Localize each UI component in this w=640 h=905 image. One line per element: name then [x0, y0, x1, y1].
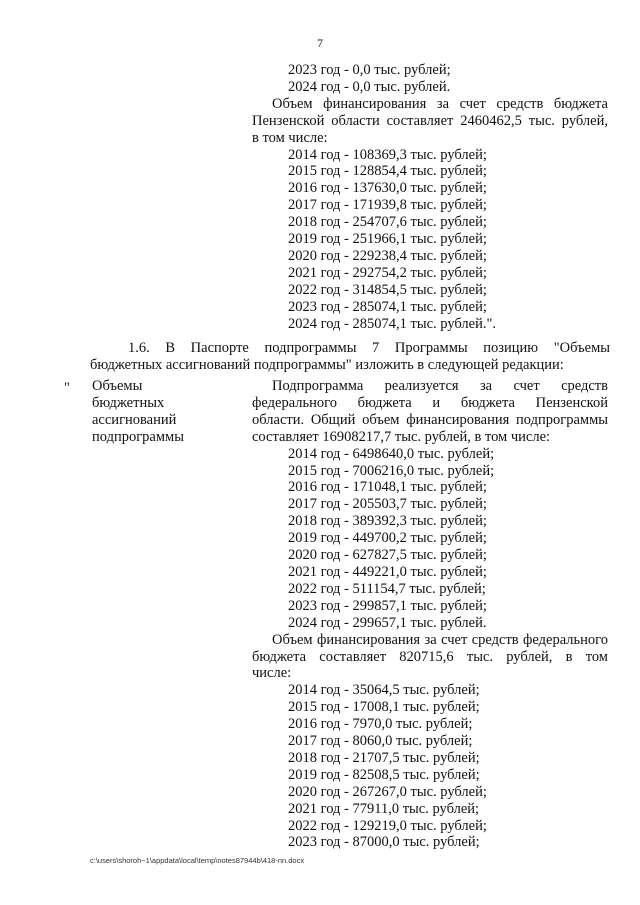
year-line: 2023 год - 87000,0 тыс. рублей;: [288, 834, 480, 851]
year-line: 2016 год - 137630,0 тыс. рублей;: [288, 180, 487, 197]
year-line: 2023 год - 285074,1 тыс. рублей;: [288, 298, 487, 315]
year-line: 2015 год - 7006216,0 тыс. рублей;: [288, 462, 495, 479]
year-line: 2014 год - 108369,3 тыс. рублей;: [288, 146, 487, 163]
section-line: бюджетных ассигнований подпрограммы" изложить в следующей редакции:: [90, 356, 564, 373]
label-line: подпрограммы: [92, 428, 184, 445]
paragraph-line: Пензенской области составляет 2460462,5 тыс. рублей,: [252, 112, 608, 129]
year-line: 2019 год - 82508,5 тыс. рублей;: [288, 766, 480, 783]
year-line: 2018 год - 389392,3 тыс. рублей;: [288, 513, 487, 530]
position-label: [92, 378, 242, 446]
year-line: 2021 год - 292754,2 тыс. рублей;: [288, 264, 487, 281]
year-line: 2015 год - 128854,4 тыс. рублей;: [288, 163, 487, 180]
opening-quote: ": [64, 380, 70, 396]
year-line: 2017 год - 8060,0 тыс. рублей;: [288, 733, 473, 750]
paragraph-line: составляет 16908217,7 тыс. рублей, в том числе:: [252, 428, 551, 445]
year-line: 2014 год - 6498640,0 тыс. рублей;: [288, 445, 495, 462]
year-line: 2019 год - 251966,1 тыс. рублей;: [288, 231, 487, 248]
year-line: 2017 год - 171939,8 тыс. рублей;: [288, 197, 487, 214]
year-line: 2016 год - 7970,0 тыс. рублей;: [288, 716, 473, 733]
top-funding-block: [252, 62, 608, 333]
year-line: 2024 год - 299657,1 тыс. рублей.: [288, 614, 487, 631]
year-line: 2018 год - 21707,5 тыс. рублей;: [288, 749, 480, 766]
section-1-6: [90, 340, 610, 374]
paragraph-line: области. Общий объем финансирования подпрограммы: [252, 411, 608, 428]
year-line: 2021 год - 77911,0 тыс. рублей;: [288, 800, 480, 817]
year-line: 2020 год - 627827,5 тыс. рублей;: [288, 547, 487, 564]
paragraph-line: бюджета составляет 820715,6 тыс. рублей, в том: [252, 648, 608, 665]
label-line: Объемы: [92, 378, 143, 394]
year-line: 2023 год - 0,0 тыс. рублей;: [288, 62, 451, 78]
year-line: 2020 год - 229238,4 тыс. рублей;: [288, 247, 487, 264]
year-line: 2020 год - 267267,0 тыс. рублей;: [288, 783, 487, 800]
year-line: 2024 год - 285074,1 тыс. рублей.".: [288, 315, 496, 332]
paragraph-line: Объем финансирования за счет средств бюджета: [272, 95, 608, 112]
year-line: 2022 год - 511154,7 тыс. рублей;: [288, 580, 486, 597]
year-line: 2023 год - 299857,1 тыс. рублей;: [288, 597, 487, 614]
year-line: 2024 год - 0,0 тыс. рублей.: [288, 78, 451, 95]
year-line: 2017 год - 205503,7 тыс. рублей;: [288, 496, 487, 513]
paragraph-line: Объем финансирования за счет средств федерального: [272, 631, 608, 648]
year-line: 2018 год - 254707,6 тыс. рублей;: [288, 214, 487, 231]
year-line: 2022 год - 129219,0 тыс. рублей;: [288, 817, 487, 834]
year-line: 2015 год - 17008,1 тыс. рублей;: [288, 699, 480, 716]
year-line: 2021 год - 449221,0 тыс. рублей;: [288, 563, 487, 580]
paragraph-line: в том числе:: [252, 129, 328, 146]
paragraph-line: федерального бюджета и бюджета Пензенской: [252, 394, 608, 411]
year-line: 2016 год - 171048,1 тыс. рублей;: [288, 479, 487, 496]
paragraph-line: Подпрограмма реализуется за счет средств: [272, 378, 608, 394]
year-line: 2014 год - 35064,5 тыс. рублей;: [288, 682, 480, 699]
year-line: 2019 год - 449700,2 тыс. рублей;: [288, 530, 487, 547]
subprogram-funding-block: [252, 378, 608, 851]
year-line: 2022 год - 314854,5 тыс. рублей;: [288, 281, 487, 298]
paragraph-line: числе:: [252, 665, 292, 682]
file-path-footer: c:\users\shoroh~1\appdata\local\temp\notes87944b\418-nn.docx: [90, 856, 305, 865]
page-number: 7: [317, 36, 323, 50]
section-line: 1.6. В Паспорте подпрограммы 7 Программы позицию "Объемы: [128, 340, 610, 356]
label-line: бюджетных: [92, 394, 165, 411]
label-line: ассигнований: [92, 411, 177, 428]
